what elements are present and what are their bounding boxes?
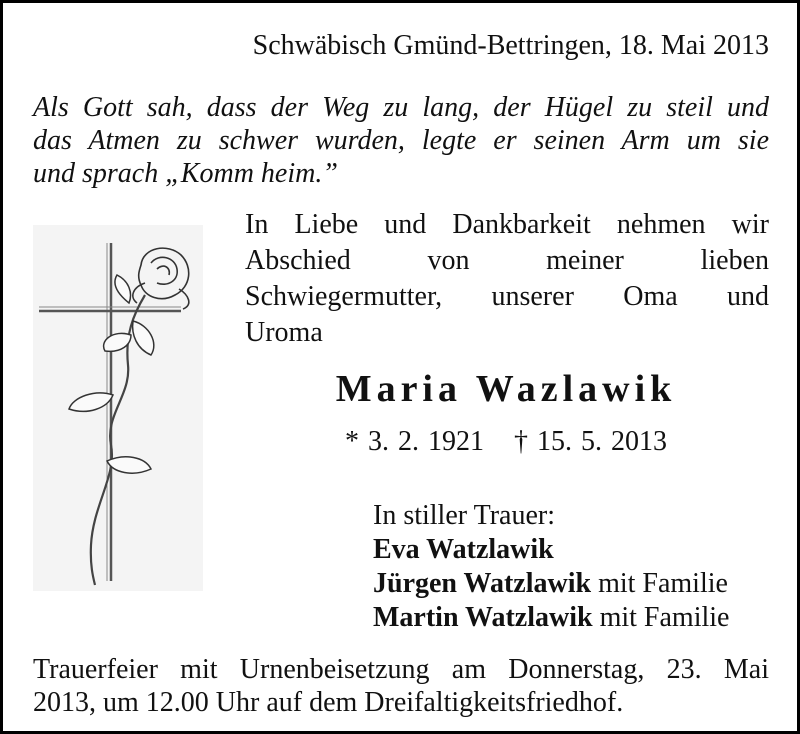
farewell-line: Schwiegermutter, unserer Oma und <box>245 281 769 312</box>
quote-line: Als Gott sah, dass der Weg zu lang, der Hügel zu steil und <box>33 92 769 123</box>
mourner-name: Eva Watzlawik <box>373 534 554 565</box>
quote-line: das Atmen zu schwer wurden, legte er seinen Arm um sie <box>33 125 769 156</box>
death-date: † 15. 5. 2013 <box>514 426 667 457</box>
rose-cross-drawing <box>33 225 203 591</box>
mourner-line <box>373 567 729 601</box>
mourner-name: Martin Watzlawik <box>373 602 593 633</box>
place-date: Schwäbisch Gmünd-Bettringen, 18. Mai 2013 <box>252 30 769 61</box>
mourner-line <box>373 601 729 635</box>
mourner-suffix: mit Familie <box>592 602 730 633</box>
farewell-line: Uroma <box>245 317 323 348</box>
farewell-text <box>245 207 769 351</box>
funeral-line: 2013, um 12.00 Uhr auf dem Dreifaltigkeitsfriedhof. <box>33 687 624 718</box>
life-dates <box>243 425 769 459</box>
deceased-name: Maria Wazlawik <box>335 368 677 410</box>
rose-with-cross-image <box>33 225 203 591</box>
funeral-line: Trauerfeier mit Urnenbeisetzung am Donnerstag, 23. Mai <box>33 654 769 685</box>
birth-date: * 3. 2. 1921 <box>345 426 484 457</box>
mourning-heading: In stiller Trauer: <box>373 500 555 531</box>
funeral-info <box>33 653 769 719</box>
farewell-line: Abschied von meiner lieben <box>245 245 769 276</box>
mourners-block <box>373 499 729 635</box>
quote-line: und sprach „Komm heim.” <box>33 158 338 189</box>
mourner-line <box>373 533 729 567</box>
mourner-name: Jürgen Watzlawik <box>373 568 592 599</box>
memorial-quote <box>33 91 769 190</box>
farewell-line: In Liebe und Dankbarkeit nehmen wir <box>245 209 769 240</box>
mourner-suffix: mit Familie <box>591 568 728 599</box>
